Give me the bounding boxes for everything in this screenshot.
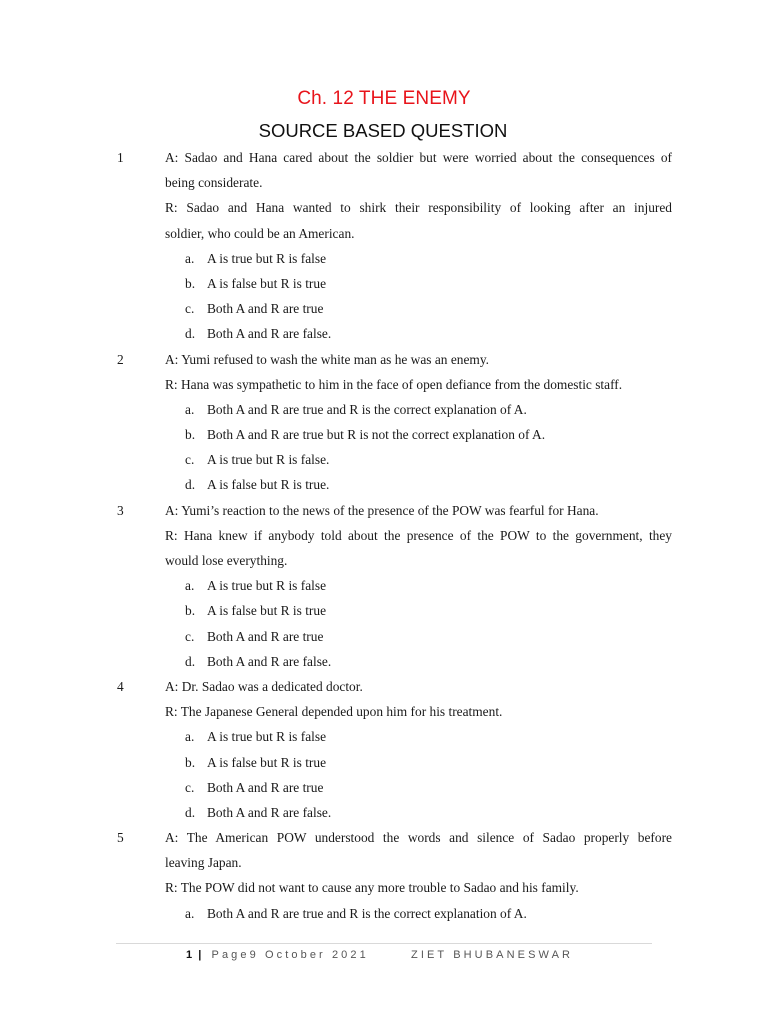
option-text: Both A and R are true [207, 628, 324, 644]
answer-option [185, 750, 768, 775]
statement-line: soldier, who could be an American. [165, 225, 355, 241]
statement-line: R: The Japanese General depended upon him for his treatment. [165, 704, 503, 720]
option-text: Both A and R are true [207, 779, 324, 795]
option-text: Both A and R are false. [207, 653, 332, 669]
answer-option [185, 472, 768, 497]
page-footer [186, 949, 573, 961]
statement-line: A: Dr. Sadao was a dedicated doctor. [165, 678, 363, 694]
statement-line: A: Yumi’s reaction to the news of the presence of the POW was fearful for Hana. [165, 502, 599, 518]
option-text: Both A and R are true but R is not the correct explanation of A. [207, 427, 546, 443]
statement-line: A: Yumi refused to wash the white man as he was an enemy. [165, 351, 490, 367]
option-text: A is false but R is true [207, 275, 327, 291]
statement-line: R: Sadao and Hana wanted to shirk their responsibility of looking after an injured [165, 200, 672, 216]
option-text: A is true but R is false. [207, 452, 330, 468]
statement-line: A: Sadao and Hana cared about the soldier but were worried about the consequences of [165, 150, 672, 165]
footer-separator: | [198, 949, 202, 961]
page-number: 1 [186, 949, 193, 961]
question-number: 5 [117, 830, 124, 846]
option-text: Both A and R are false. [207, 804, 332, 820]
answer-option [185, 573, 768, 598]
option-text: A is false but R is true [207, 603, 327, 619]
option-letter: c. [185, 779, 195, 795]
option-letter: d. [185, 653, 196, 669]
question-number: 1 [117, 150, 124, 165]
option-letter: b. [185, 427, 196, 443]
question-statement [165, 145, 672, 246]
option-text: Both A and R are true and R is the correct explanation of A. [207, 905, 527, 921]
option-letter: a. [185, 401, 195, 417]
answer-option [185, 397, 768, 422]
statement-line: R: Hana was sympathetic to him in the face of open defiance from the domestic staff. [165, 376, 623, 392]
statement-line: being considerate. [165, 175, 263, 191]
chapter-title: Ch. 12 THE ENEMY [297, 88, 471, 109]
answer-option [185, 649, 768, 674]
question-item [0, 674, 768, 825]
footer-divider [116, 943, 652, 944]
answer-option [185, 271, 768, 296]
question-item [0, 498, 768, 674]
answer-option [185, 901, 768, 926]
question-statement [165, 498, 672, 574]
statement-line: would lose everything. [165, 553, 288, 568]
option-letter: b. [185, 275, 196, 291]
question-statement [165, 825, 672, 901]
question-number: 2 [117, 351, 124, 367]
option-letter: d. [185, 804, 196, 820]
answer-option [185, 296, 768, 321]
option-letter: c. [185, 628, 195, 644]
answer-option [185, 800, 768, 825]
statement-line: R: The POW did not want to cause any more trouble to Sadao and his family. [165, 880, 579, 896]
option-letter: a. [185, 905, 195, 921]
option-letter: b. [185, 754, 196, 770]
statement-line: A: The American POW understood the words and silence of Sadao properly before [165, 830, 672, 846]
statement-line: R: Hana knew if anybody told about the presence of the POW to the government, they [165, 527, 672, 543]
answer-option [185, 724, 768, 749]
option-letter: d. [185, 326, 196, 342]
question-statement [165, 347, 672, 397]
question-item [0, 145, 768, 347]
answer-option [185, 246, 768, 271]
option-text: A is true but R is false [207, 729, 327, 745]
question-list [0, 145, 768, 926]
option-letter: a. [185, 250, 195, 266]
option-text: Both A and R are false. [207, 326, 332, 342]
option-letter: b. [185, 603, 196, 619]
question-number: 3 [117, 502, 124, 518]
option-text: Both A and R are true [207, 301, 324, 317]
question-number: 4 [117, 678, 124, 694]
statement-line: leaving Japan. [165, 855, 242, 871]
question-statement [165, 674, 672, 724]
option-text: A is false but R is true [207, 754, 327, 770]
option-letter: d. [185, 477, 196, 493]
answer-option [185, 624, 768, 649]
option-letter: c. [185, 301, 195, 317]
option-letter: a. [185, 729, 195, 745]
question-item [0, 825, 768, 926]
answer-option [185, 422, 768, 447]
answer-option [185, 775, 768, 800]
option-text: Both A and R are true and R is the correct explanation of A. [207, 401, 527, 417]
answer-option [185, 598, 768, 623]
answer-option [185, 321, 768, 346]
option-text: A is false but R is true. [207, 477, 330, 493]
answer-option [185, 447, 768, 472]
option-letter: a. [185, 578, 195, 594]
section-heading: SOURCE BASED QUESTION [258, 120, 508, 141]
option-text: A is true but R is false [207, 578, 327, 594]
option-letter: c. [185, 452, 195, 468]
footer-organization: ZIET BHUBANESWAR [411, 949, 574, 961]
footer-page-text: Page9 October 2021 [211, 949, 369, 961]
question-item [0, 347, 768, 498]
option-text: A is true but R is false [207, 250, 327, 266]
